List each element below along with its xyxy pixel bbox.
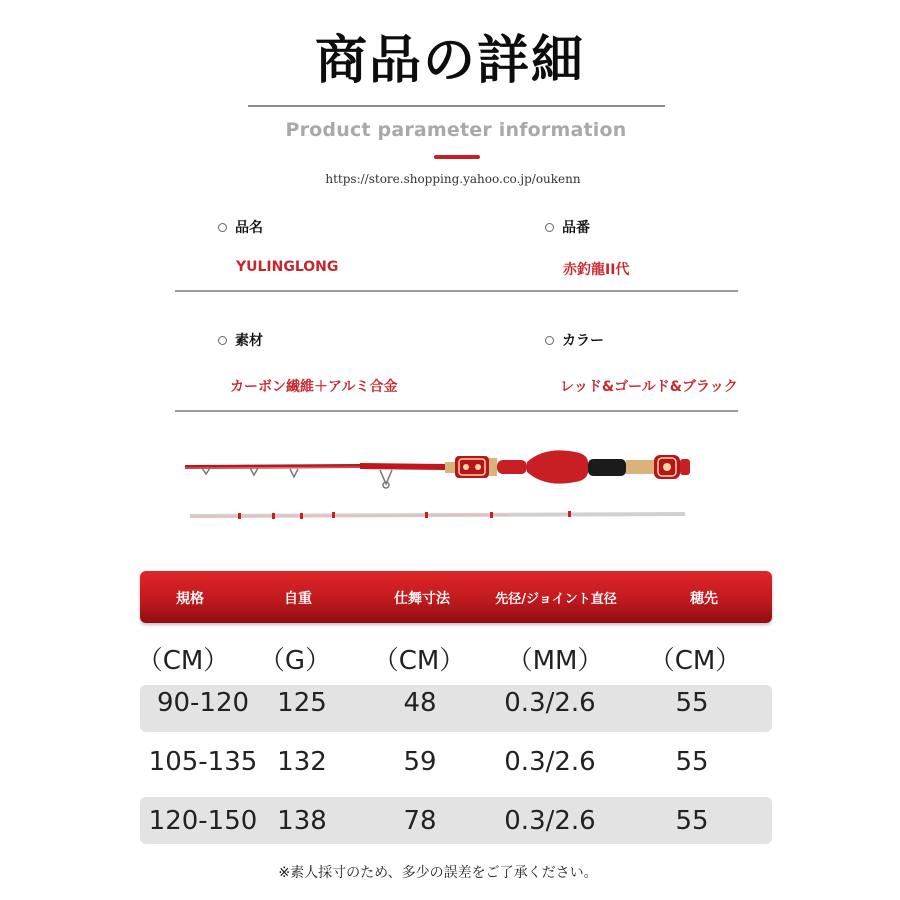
param-color-value: レッド&ゴールド&ブラック bbox=[560, 379, 738, 395]
param-name-value: YULINGLONG bbox=[236, 259, 339, 275]
cell-weight: 132 bbox=[277, 747, 327, 777]
unit-spec: （CM） bbox=[136, 646, 230, 676]
unit-diameter: （MM） bbox=[506, 646, 604, 676]
subtitle: Product parameter information bbox=[285, 119, 627, 141]
col-weight-header: 自重 bbox=[284, 591, 312, 607]
cell-weight: 125 bbox=[277, 688, 327, 718]
cell-spec: 105-135 bbox=[148, 747, 258, 777]
cell-spec: 120-150 bbox=[148, 806, 258, 836]
param-number-value: 赤釣龍II代 bbox=[563, 262, 630, 278]
accent-bar bbox=[434, 155, 480, 159]
bullet-circle-icon bbox=[545, 336, 554, 345]
cell-weight: 138 bbox=[277, 806, 327, 836]
cell-closed-length: 59 bbox=[403, 747, 437, 777]
unit-tip: （CM） bbox=[648, 646, 742, 676]
cell-tip: 55 bbox=[675, 747, 709, 777]
param-number-label: 品番 bbox=[545, 217, 590, 237]
unit-weight: （G） bbox=[258, 646, 332, 676]
col-closed-length-header: 仕舞寸法 bbox=[394, 591, 450, 607]
fishing-rod-image bbox=[180, 440, 700, 530]
param-material-label: 素材 bbox=[218, 330, 263, 350]
cell-closed-length: 78 bbox=[403, 806, 437, 836]
cell-spec: 90-120 bbox=[156, 688, 250, 718]
cell-tip: 55 bbox=[675, 806, 709, 836]
title-divider bbox=[248, 105, 665, 107]
bullet-circle-icon bbox=[218, 223, 227, 232]
param-color-label: カラー bbox=[545, 330, 604, 350]
param-divider bbox=[175, 290, 738, 292]
col-spec-header: 規格 bbox=[176, 591, 204, 607]
unit-closed-length: （CM） bbox=[372, 646, 466, 676]
cell-closed-length: 48 bbox=[403, 688, 437, 718]
param-name-label: 品名 bbox=[218, 217, 263, 237]
cell-tip: 55 bbox=[675, 688, 709, 718]
col-diameter-header: 先径/ジョイント直径 bbox=[495, 592, 617, 607]
page-title: 商品の詳細 bbox=[314, 31, 585, 91]
bullet-circle-icon bbox=[545, 223, 554, 232]
disclaimer-note: ※素人採寸のため、多少の誤差をご了承ください。 bbox=[278, 865, 598, 881]
bullet-circle-icon bbox=[218, 336, 227, 345]
store-url[interactable]: https://store.shopping.yahoo.co.jp/oukenn bbox=[325, 172, 581, 186]
param-material-value: カーボン繊維＋アルミ合金 bbox=[230, 379, 398, 395]
cell-diameter: 0.3/2.6 bbox=[504, 806, 596, 836]
col-tip-header: 穂先 bbox=[690, 591, 718, 607]
cell-diameter: 0.3/2.6 bbox=[504, 688, 596, 718]
cell-diameter: 0.3/2.6 bbox=[504, 747, 596, 777]
param-divider bbox=[175, 410, 738, 412]
